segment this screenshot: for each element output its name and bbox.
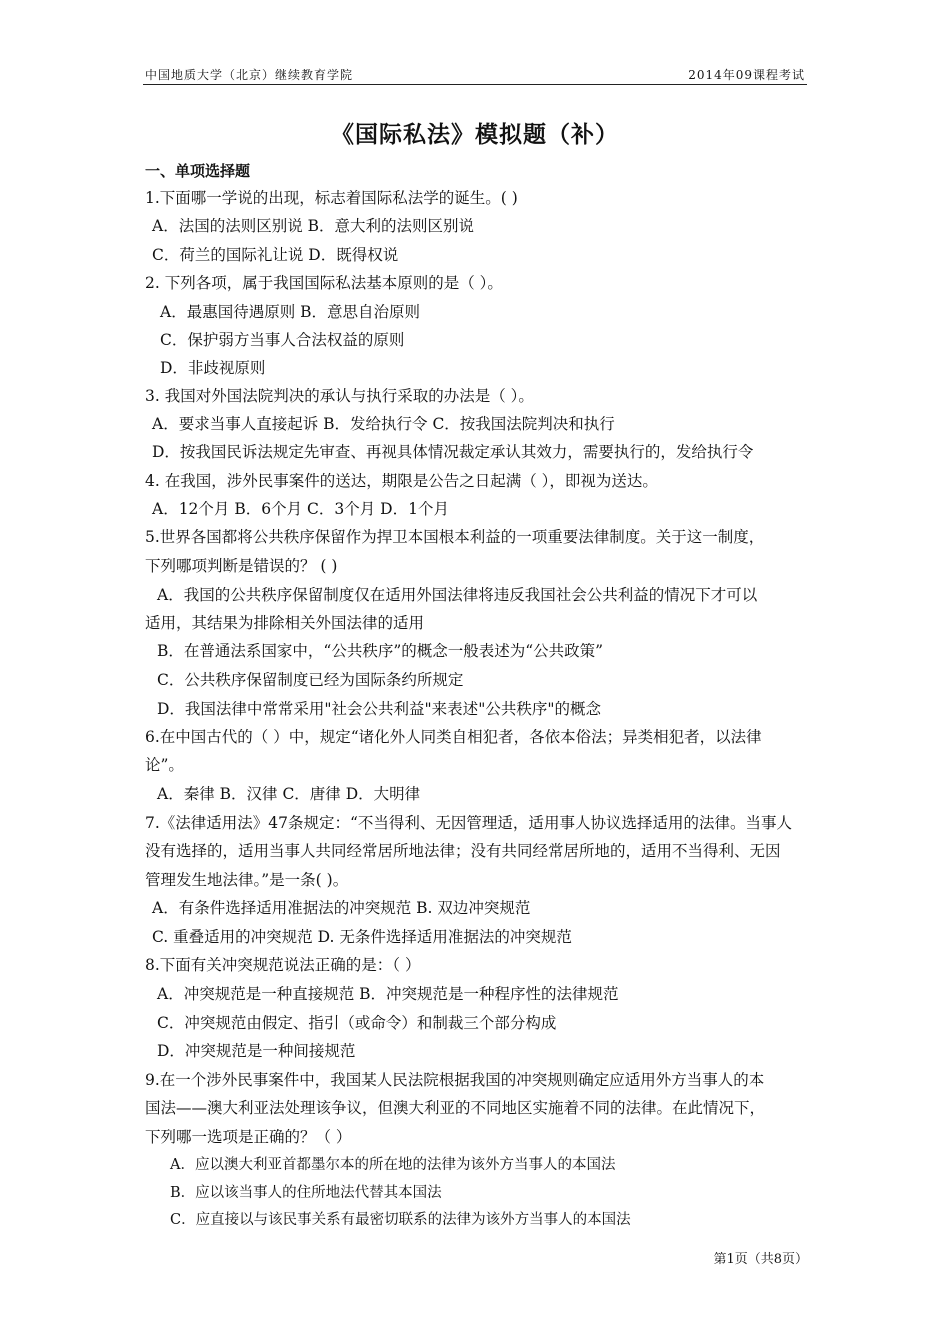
q5-option-b: B．在普通法系国家中，“公共秩序”的概念一般表述为“公共政策”: [157, 642, 604, 660]
page-header: [143, 64, 807, 85]
q7-options-cd: C. 重叠适用的冲突规范 D. 无条件选择适用准据法的冲突规范: [152, 928, 572, 946]
q2-option-c: C．保护弱方当事人合法权益的原则: [160, 331, 405, 349]
q3-stem: 3. 我国对外国法院判决的承认与执行采取的办法是（ ）。: [145, 387, 534, 405]
q2-option-d: D．非歧视原则: [160, 359, 266, 377]
q9-option-a: A．应以澳大利亚首都墨尔本的所在地的法律为该外方当事人的本国法: [170, 1157, 616, 1173]
q2-stem: 2. 下列各项，属于我国国际私法基本原则的是（ ）。: [145, 274, 503, 292]
q1-stem: 1.下面哪一学说的出现，标志着国际私法学的诞生。( ): [145, 189, 518, 207]
q9-option-c: C．应直接以与该民事关系有最密切联系的法律为该外方当事人的本国法: [170, 1212, 631, 1228]
q5-stem-line2: 下列哪项判断是错误的？ ( ): [145, 557, 338, 575]
q4-options: A．12个月 B．6个月 C．3个月 D．1个月: [152, 500, 449, 518]
q8-option-d: D．冲突规范是一种间接规范: [157, 1042, 356, 1060]
q9-option-b: B．应以该当事人的住所地法代替其本国法: [170, 1185, 442, 1201]
q6-stem-line2: 论”。: [145, 756, 184, 774]
q3-option-d: D．按我国民诉法规定先审查、再视具体情况裁定承认其效力，需要执行的，发给执行令: [152, 443, 754, 461]
header-exam-term: 2014年09课程考试: [688, 68, 805, 82]
document-title: 《国际私法》模拟题（补）: [331, 122, 619, 148]
q7-stem-line2: 没有选择的，适用当事人共同经常居所地法律；没有共同经常居所地的，适用不当得利、无因: [145, 842, 781, 860]
q5-option-a-line1: A．我国的公共秩序保留制度仅在适用外国法律将违反我国社会公共利益的情况下才可以: [157, 586, 758, 604]
q7-stem-line3: 管理发生地法律。”是一条( )。: [145, 871, 349, 889]
header-institution: 中国地质大学（北京）继续教育学院: [145, 68, 354, 82]
page-number: 第1页（共8页）: [713, 1252, 808, 1267]
q6-options: A．秦律 B．汉律 C．唐律 D．大明律: [157, 785, 421, 803]
q8-option-c: C．冲突规范由假定、指引（或命令）和制裁三个部分构成: [157, 1014, 557, 1032]
section-heading: 一、单项选择题: [145, 162, 251, 180]
q1-options-cd: C．荷兰的国际礼让说 D．既得权说: [152, 246, 399, 264]
q9-stem-line1: 9.在一个涉外民事案件中，我国某人民法院根据我国的冲突规则确定应适用外方当事人的本: [145, 1071, 765, 1089]
q3-options-abc: A．要求当事人直接起诉 B．发给执行令 C．按我国法院判决和执行: [152, 415, 615, 433]
q8-stem: 8.下面有关冲突规范说法正确的是：（ ）: [145, 956, 421, 974]
q5-option-c: C．公共秩序保留制度已经为国际条约所规定: [157, 671, 464, 689]
q5-option-a-line2: 适用，其结果为排除相关外国法律的适用: [145, 614, 425, 632]
q2-options-ab: A．最惠国待遇原则 B．意思自治原则: [160, 303, 421, 321]
q1-options-ab: A．法国的法则区别说 B．意大利的法则区别说: [152, 217, 475, 235]
q9-stem-line2: 国法——澳大利亚法处理该争议，但澳大利亚的不同地区实施着不同的法律。在此情况下，: [145, 1099, 766, 1117]
q4-stem: 4. 在我国，涉外民事案件的送达，期限是公告之日起满（ ），即视为送达。: [145, 472, 658, 490]
q5-stem-line1: 5.世界各国都将公共秩序保留作为捍卫本国根本利益的一项重要法律制度。关于这一制度，: [145, 528, 765, 546]
q7-stem-line1: 7.《法律适用法》47条规定：“不当得利、无因管理适，适用事人协议选择适用的法律。当事人: [145, 814, 792, 832]
q5-option-d: D．我国法律中常常采用"社会公共利益"来表述"公共秩序"的概念: [157, 700, 601, 718]
q8-options-ab: A．冲突规范是一种直接规范 B．冲突规范是一种程序性的法律规范: [157, 985, 619, 1003]
q7-options-ab: A．有条件选择适用准据法的冲突规范 B. 双边冲突规范: [152, 899, 531, 917]
q9-stem-line3: 下列哪一选项是正确的？（ ）: [145, 1128, 352, 1146]
q6-stem-line1: 6.在中国古代的（ ）中，规定“诸化外人同类自相犯者，各依本俗法；异类相犯者，以法律: [145, 728, 762, 746]
